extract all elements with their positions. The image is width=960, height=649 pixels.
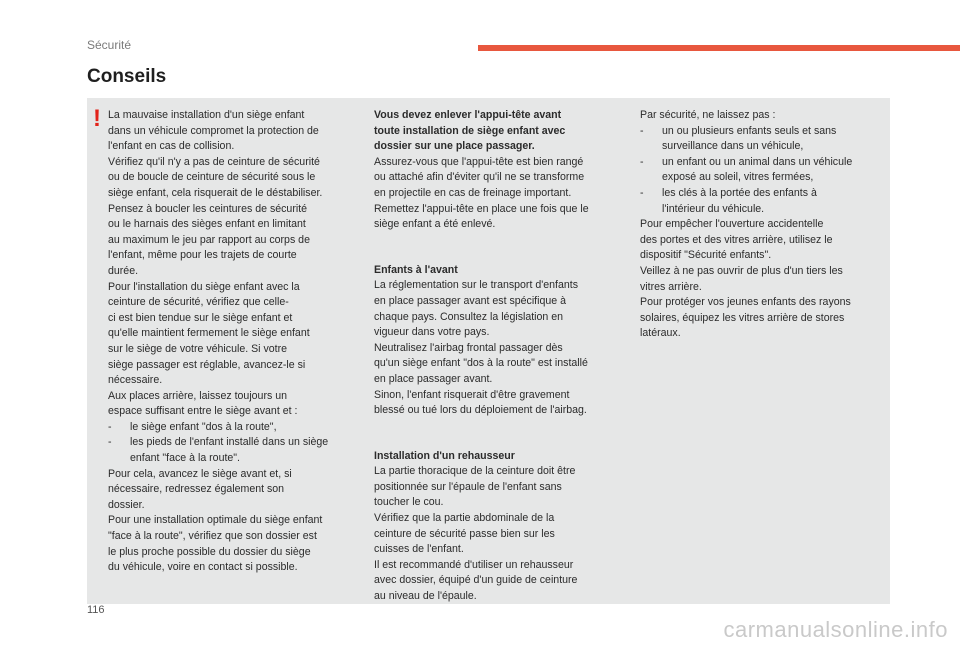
text-line: Pour une installation optimale du siège enfant xyxy=(108,514,323,527)
text-line: en place passager avant. xyxy=(374,372,493,385)
list-item-text: le siège enfant "dos à la route", xyxy=(130,420,277,433)
text-line: ci est bien tendue sur le siège enfant et xyxy=(108,311,293,324)
dash-bullet: - xyxy=(640,186,644,199)
list-item-text: un ou plusieurs enfants seuls et sans xyxy=(662,124,837,137)
text-line: positionnée sur l'épaule de l'enfant sans xyxy=(374,480,562,493)
dash-bullet: - xyxy=(108,420,112,433)
text-line: Neutralisez l'airbag frontal passager dès xyxy=(374,341,563,354)
text-line: blessé ou tué lors du déploiement de l'airbag. xyxy=(374,404,587,417)
advice-panel xyxy=(87,98,890,604)
bold-heading-line: dossier sur une place passager. xyxy=(374,140,535,153)
text-line: Sinon, l'enfant risquerait d'être gravement xyxy=(374,388,570,401)
text-line: des portes et des vitres arrière, utilisez le xyxy=(640,233,833,246)
text-line: Il est recommandé d'utiliser un rehausseur xyxy=(374,558,574,571)
text-line: Aux places arrière, laissez toujours un xyxy=(108,389,288,402)
text-line: l'enfant en cas de collision. xyxy=(108,140,235,153)
list-item-text: l'intérieur du véhicule. xyxy=(662,202,765,215)
list-item xyxy=(108,435,358,451)
text-line: ceinture de sécurité, vérifiez que celle- xyxy=(108,296,289,309)
list-item-text: un enfant ou un animal dans un véhicule xyxy=(662,155,853,168)
list-item xyxy=(640,124,885,140)
list-item-continuation xyxy=(640,139,885,155)
text-line: cuisses de l'enfant. xyxy=(374,543,464,556)
list-item-text: exposé au soleil, vitres fermées, xyxy=(662,171,814,184)
text-line: sur le siège de votre véhicule. Si votre xyxy=(108,342,288,355)
list-item xyxy=(640,155,885,171)
text-line: Vérifiez que la partie abdominale de la xyxy=(374,512,555,525)
text-line: Veillez à ne pas ouvrir de plus d'un tiers les xyxy=(640,264,843,277)
text-line: Pensez à boucler les ceintures de sécurité xyxy=(108,202,308,215)
text-line: solaires, équipez les vitres arrière de stores xyxy=(640,311,845,324)
text-line: toucher le cou. xyxy=(374,496,444,509)
text-line: nécessaire, redressez également son xyxy=(108,483,285,496)
text-line: "face à la route", vérifiez que son dossier est xyxy=(108,530,317,543)
text-line: vigueur dans votre pays. xyxy=(374,326,490,339)
text-line: siège enfant, cela risquerait de le déstabiliser. xyxy=(108,186,323,199)
text-line: La réglementation sur le transport d'enfants xyxy=(374,279,579,292)
text-line: ou de boucle de ceinture de sécurité sous le xyxy=(108,171,316,184)
text-line: dossier. xyxy=(108,498,145,511)
list-item-continuation xyxy=(640,170,885,186)
text-line: l'enfant, même pour les trajets de courte xyxy=(108,249,297,262)
text-line: ou le harnais des sièges enfant en limitant xyxy=(108,218,306,231)
text-line: dans un véhicule compromet la protection de xyxy=(108,124,319,137)
text-line: La partie thoracique de la ceinture doit être xyxy=(374,465,576,478)
text-line: le plus proche possible du dossier du siège xyxy=(108,545,311,558)
text-line: durée. xyxy=(108,264,139,277)
bold-heading-line: toute installation de siège enfant avec xyxy=(374,124,566,137)
spacer xyxy=(374,434,624,449)
text-line: ou attaché afin d'éviter qu'il ne se transforme xyxy=(374,171,585,184)
column-3 xyxy=(640,108,885,342)
section-label: Sécurité xyxy=(87,38,132,52)
text-line: Par sécurité, ne laissez pas : xyxy=(640,109,776,121)
list-item-text: les pieds de l'enfant installé dans un siège xyxy=(130,436,329,449)
list-item xyxy=(640,186,885,202)
list-item-continuation xyxy=(108,451,358,467)
text-line: Pour empêcher l'ouverture accidentelle xyxy=(640,218,824,231)
text-line: au maximum le jeu par rapport au corps de xyxy=(108,233,310,246)
page-number: 116 xyxy=(87,604,105,616)
spacer xyxy=(374,233,624,248)
column-1 xyxy=(108,108,358,576)
text-line: Pour protéger vos jeunes enfants des rayons xyxy=(640,296,851,309)
text-line: latéraux. xyxy=(640,327,681,340)
text-line: ceinture de sécurité passe bien sur les xyxy=(374,527,555,540)
text-line: du véhicule, voire en contact si possible. xyxy=(108,561,298,574)
dash-bullet: - xyxy=(640,124,644,137)
list-item xyxy=(108,420,358,436)
list-item-text: surveillance dans un véhicule, xyxy=(662,140,804,153)
text-line: dispositif "Sécurité enfants". xyxy=(640,249,772,262)
text-line: qu'un siège enfant "dos à la route" est installé xyxy=(374,357,588,370)
text-line: siège passager est réglable, avancez-le si xyxy=(108,358,306,371)
spacer xyxy=(374,248,624,263)
spacer xyxy=(374,419,624,434)
text-line: en place passager avant est spécifique à xyxy=(374,294,566,307)
list-item-text: enfant "face à la route". xyxy=(130,452,240,465)
section-accent-bar xyxy=(478,45,960,51)
column-2 xyxy=(374,108,624,605)
text-line: vitres arrière. xyxy=(640,280,702,293)
dash-bullet: - xyxy=(108,436,112,449)
text-line: siège enfant a été enlevé. xyxy=(374,218,496,231)
text-line: espace suffisant entre le siège avant et : xyxy=(108,405,298,418)
list-item-text: les clés à la portée des enfants à xyxy=(662,186,817,199)
subheading: Enfants à l'avant xyxy=(374,263,458,276)
bold-heading-line: Vous devez enlever l'appui-tête avant xyxy=(374,109,562,121)
text-line: Remettez l'appui-tête en place une fois que le xyxy=(374,202,589,215)
subheading: Installation d'un rehausseur xyxy=(374,449,515,462)
text-line: chaque pays. Consultez la législation en xyxy=(374,310,564,323)
text-line: au niveau de l'épaule. xyxy=(374,590,477,603)
text-line: qu'elle maintient fermement le siège enfant xyxy=(108,327,310,340)
text-line: Pour l'installation du siège enfant avec la xyxy=(108,280,300,293)
text-line: La mauvaise installation d'un siège enfant xyxy=(108,109,305,121)
text-line: nécessaire. xyxy=(108,374,163,387)
list-item-continuation xyxy=(640,202,885,218)
text-line: en projectile en cas de freinage important. xyxy=(374,186,572,199)
text-line: Assurez-vous que l'appui-tête est bien rangé xyxy=(374,155,584,168)
dash-bullet: - xyxy=(640,155,644,168)
text-line: Vérifiez qu'il n'y a pas de ceinture de sécurité xyxy=(108,155,320,168)
warning-icon: ! xyxy=(93,105,101,132)
text-line: Pour cela, avancez le siège avant et, si xyxy=(108,467,292,480)
watermark: carmanualsonline.info xyxy=(723,617,948,642)
page-title: Conseils xyxy=(87,66,167,87)
text-line: avec dossier, équipé d'un guide de ceinture xyxy=(374,574,578,587)
